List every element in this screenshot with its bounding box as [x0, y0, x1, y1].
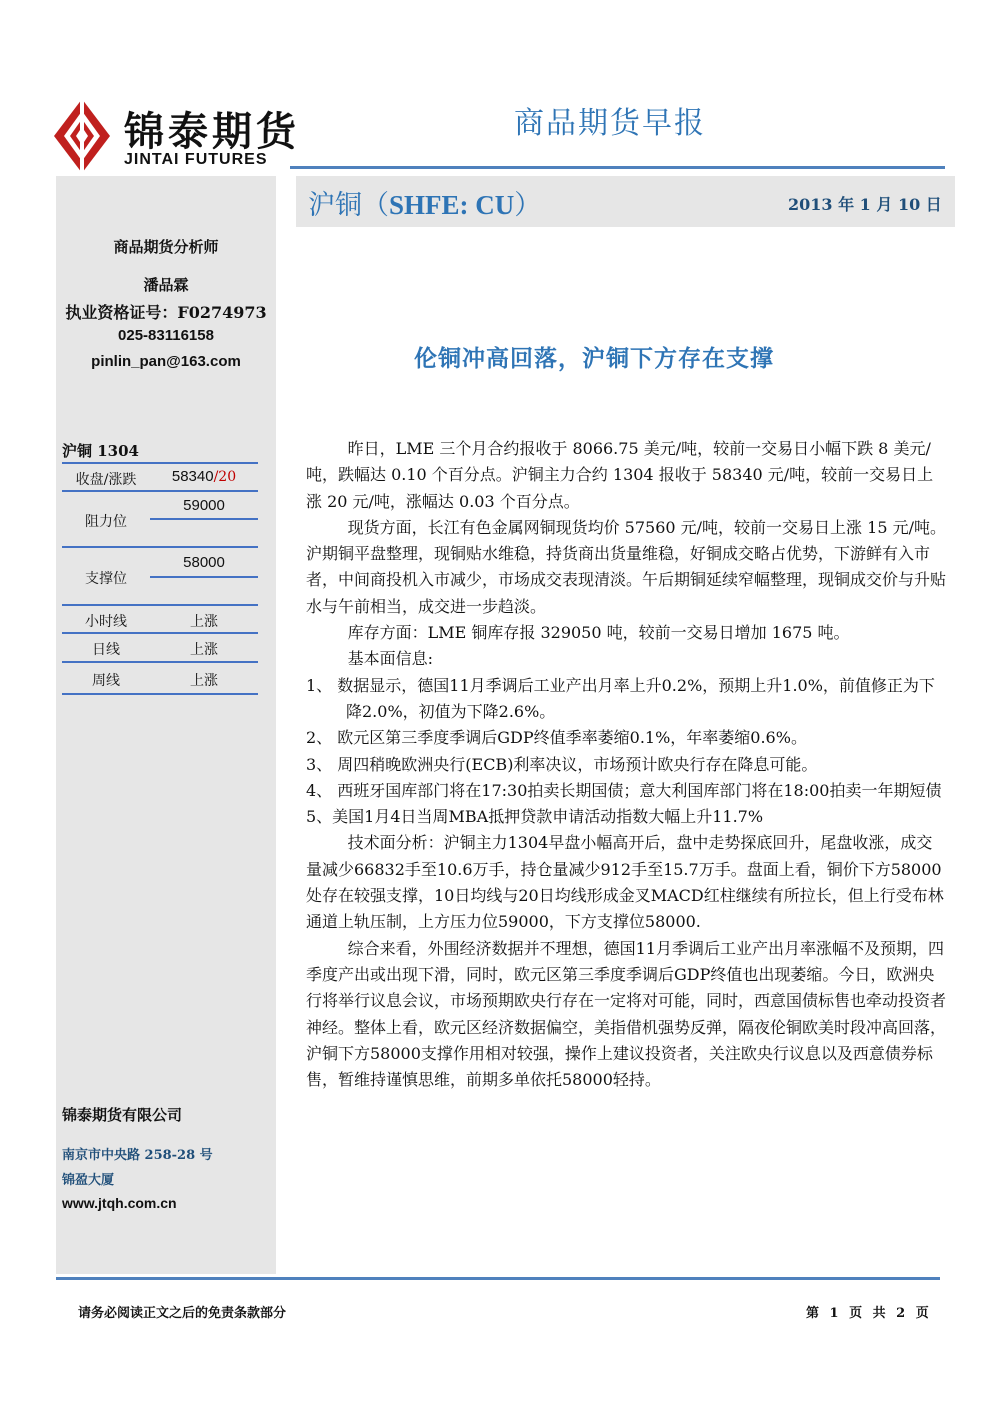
contract-title: 沪铜 1304 — [62, 442, 139, 460]
article-body — [306, 436, 946, 1093]
resistance-label: 阻力位 — [85, 514, 127, 530]
weekly-value: 上涨 — [190, 673, 218, 689]
paragraph-fundamentals: 基本面信息: — [347, 649, 433, 669]
company-address: 南京市中央路 258-28 号 — [62, 1148, 213, 1163]
product-code: SHFE: CU — [389, 190, 515, 220]
license-number: 执业资格证号：F0274973 — [65, 303, 267, 322]
daily-label: 日线 — [92, 642, 120, 658]
paragraph-technical: 技术面分析：沪铜主力1304早盘小幅高开后，盘中走势探底回升，尾盘收涨，成交量减少66832手至10.6万手，持仓量减少912手至15.7万手。盘面上看，铜价下方58000处存在较强支撑，10日均线与20日均线形成金叉MACD红柱继续有所拉长，但上行受布林通道上轨压制，上方压力位59000，下方支撑位58000. — [306, 833, 944, 932]
resistance-value: 59000 — [183, 497, 225, 514]
article-headline: 伦铜冲高回落，沪铜下方存在支撑 — [414, 345, 774, 372]
report-date: 2013 年 1 月 10 日 — [788, 195, 942, 214]
analyst-name: 潘品霖 — [143, 276, 189, 294]
logo-english-name: JINTAI FUTURES — [124, 151, 268, 168]
email-address: pinlin_pan@163.com — [91, 353, 241, 370]
company-building: 锦盈大厦 — [62, 1173, 115, 1188]
table-rule — [62, 661, 258, 663]
table-rule — [62, 546, 258, 548]
table-rule — [150, 518, 258, 520]
logo-chinese-name: 锦泰期货 — [124, 108, 300, 155]
paragraph-summary: 综合来看，外围经济数据并不理想，德国11月季调后工业产出月率涨幅不及预期，四季度产出或出现下滑，同时，欧元区第三季度季调后GDP终值也出现萎缩。今日，欧洲央行将举行议息会议，市场预期欧央行存在一定将对可能，同时，西意国债标售也牵动投资者神经。整体上看，欧元区经济数据偏空，美指借机强势反弹，隔夜伦铜欧美时段冲高回落，沪铜下方58000支撑作用相对较强，操作上建议投资者，关注欧央行议息以及西意债券标售，暂维持谨慎思维，前期多单依托58000轻持。 — [306, 938, 947, 1090]
list-item: 1、 数据显示，德国11月季调后工业产出月率上升0.2%，预期上升1.0%，前值修正为下降2.0%，初值为下降2.6%。 — [306, 675, 935, 721]
table-rule — [62, 490, 258, 492]
paragraph-inventory: 库存方面：LME 铜库存报 329050 吨，较前一交易日增加 1675 吨。 — [347, 623, 850, 643]
page-number: 第 1 页 共 2 页 — [806, 1306, 929, 1321]
list-item: 5、美国1月4日当周MBA抵押贷款申请活动指数大幅上升11.7% — [306, 807, 764, 827]
table-rule — [62, 604, 258, 606]
product-close: ） — [514, 190, 542, 221]
footer-disclaimer: 请务必阅读正文之后的免责条款部分 — [78, 1306, 287, 1321]
support-value: 58000 — [183, 554, 225, 571]
hourly-label: 小时线 — [85, 614, 127, 630]
paragraph-lme: 昨日，LME 三个月合约报收于 8066.75 美元/吨，较前一交易日小幅下跌 8 美元/吨，跌幅达 0.10 个百分点。沪铜主力合约 1304 报收于 58340 元/吨，较前一交易日上涨 20 元/吨，涨幅达 0.03 个百分点。 — [306, 439, 934, 511]
table-rule — [150, 576, 258, 578]
paragraph-spot: 现货方面，长江有色金属网铜现货均价 57560 元/吨，较前一交易日上涨 15 元/吨。沪期铜平盘整理，现铜贴水维稳，持货商出货量维稳，好铜成交略占优势，下游鲜有入市者，中间商投机入市减少，市场成交表现清淡。午后期铜延续窄幅整理，现铜成交价与升贴水与午前相当，成交进一步趋淡。 — [306, 517, 947, 616]
phone-number: 025-83116158 — [118, 327, 214, 344]
daily-value: 上涨 — [190, 642, 218, 658]
footer-divider — [56, 1277, 940, 1280]
support-label: 支撑位 — [85, 571, 127, 587]
company-website: www.jtqh.com.cn — [62, 1195, 177, 1211]
analyst-role: 商品期货分析师 — [113, 238, 219, 256]
logo-mark-icon — [54, 99, 110, 173]
weekly-label: 周线 — [92, 673, 120, 689]
header-divider — [290, 166, 945, 169]
close-value — [150, 468, 258, 485]
close-change: 20 — [218, 469, 237, 485]
list-item: 3、 周四稍晚欧洲央行(ECB)利率决议，市场预计欧央行存在降息可能。 — [306, 754, 818, 774]
company-name: 锦泰期货有限公司 — [62, 1106, 183, 1124]
table-rule — [62, 693, 258, 695]
table-rule — [62, 462, 258, 464]
list-item: 4、 西班牙国库部门将在17:30拍卖长期国债；意大利国库部门将在18:00拍卖一年期短债 — [306, 780, 942, 800]
hourly-value: 上涨 — [190, 614, 218, 630]
report-title: 商品期货早报 — [514, 106, 706, 141]
product-name: 沪铜（ — [308, 190, 389, 221]
table-rule — [62, 632, 258, 634]
list-item: 2、 欧元区第三季度季调后GDP终值季率萎缩0.1%，年率萎缩0.6%。 — [306, 728, 807, 748]
product-title — [308, 183, 541, 222]
close-price: 58340 — [171, 468, 214, 485]
close-label: 收盘/涨跌 — [75, 472, 137, 488]
close-separator: / — [213, 469, 219, 485]
